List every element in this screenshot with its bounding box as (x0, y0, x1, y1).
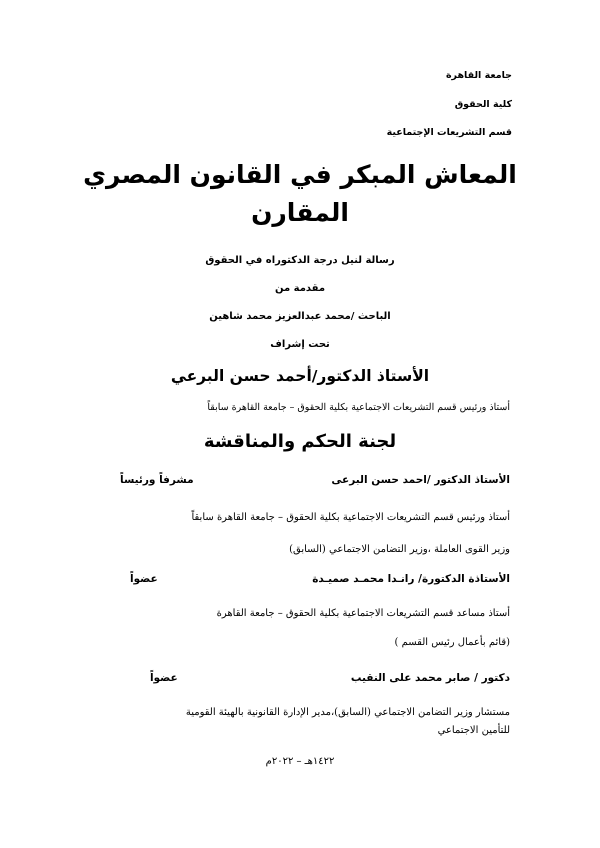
department-name: قسم التشريعات الإجتماعية (386, 127, 512, 138)
committee-member-position: للتأمين الاجتماعي (437, 725, 510, 736)
date-line: ١٤٢٢هـ – ٢٠٢٢م (265, 756, 335, 767)
thesis-title-line2: المقارن (251, 198, 349, 227)
researcher-name: الباحث /محمد عبدالعزيز محمد شاهين (209, 311, 391, 322)
committee-member-name: الأستاذ الدكتور /احمد حسن البرعى (331, 474, 510, 486)
supervisor-description: أستاذ ورئيس قسم التشريعات الاجتماعية بكلية الحقوق – جامعة القاهرة سابقاً (207, 402, 510, 413)
committee-member-position: وزير القوى العاملة ،وزير التضامن الاجتماعي (السابق) (289, 544, 510, 555)
thesis-title-line1: المعاش المبكر في القانون المصري (83, 160, 517, 189)
presented-by: مقدمة من (274, 283, 326, 294)
committee-member-name: دكتور / صابر محمد على النقيب (350, 672, 510, 684)
committee-member-role: مشرفاً ورئيساً (120, 474, 194, 486)
committee-member-position: مستشار وزير التضامن الاجتماعي (السابق)،مدير الإدارة القانونية بالهيئة القومية (185, 707, 510, 718)
faculty-name: كلية الحقوق (454, 99, 512, 110)
committee-title: لجنة الحكم والمناقشة (203, 431, 397, 452)
committee-member-position: أستاذ مساعد قسم التشريعات الاجتماعية بكلية الحقوق – جامعة القاهرة (216, 608, 510, 619)
committee-member-role: عضواً (150, 672, 178, 684)
committee-member-role: عضواً (130, 573, 158, 585)
committee-member-position: أستاذ ورئيس قسم التشريعات الاجتماعية بكلية الحقوق – جامعة القاهرة سابقاً (191, 512, 510, 523)
committee-member-name: الأستاذة الدكتورة/ رانـدا محمـد صميـدة (312, 573, 510, 585)
supervisor-name: الأستاذ الدكتور/أحمد حسن البرعي (170, 367, 430, 385)
university-name: جامعة القاهرة (445, 70, 512, 81)
under-supervision: تحت إشراف (270, 339, 330, 350)
committee-member-position: (قائم بأعمال رئيس القسم ) (394, 637, 510, 648)
thesis-purpose: رسالة لنيل درجة الدكتوراه في الحقوق (205, 255, 395, 266)
